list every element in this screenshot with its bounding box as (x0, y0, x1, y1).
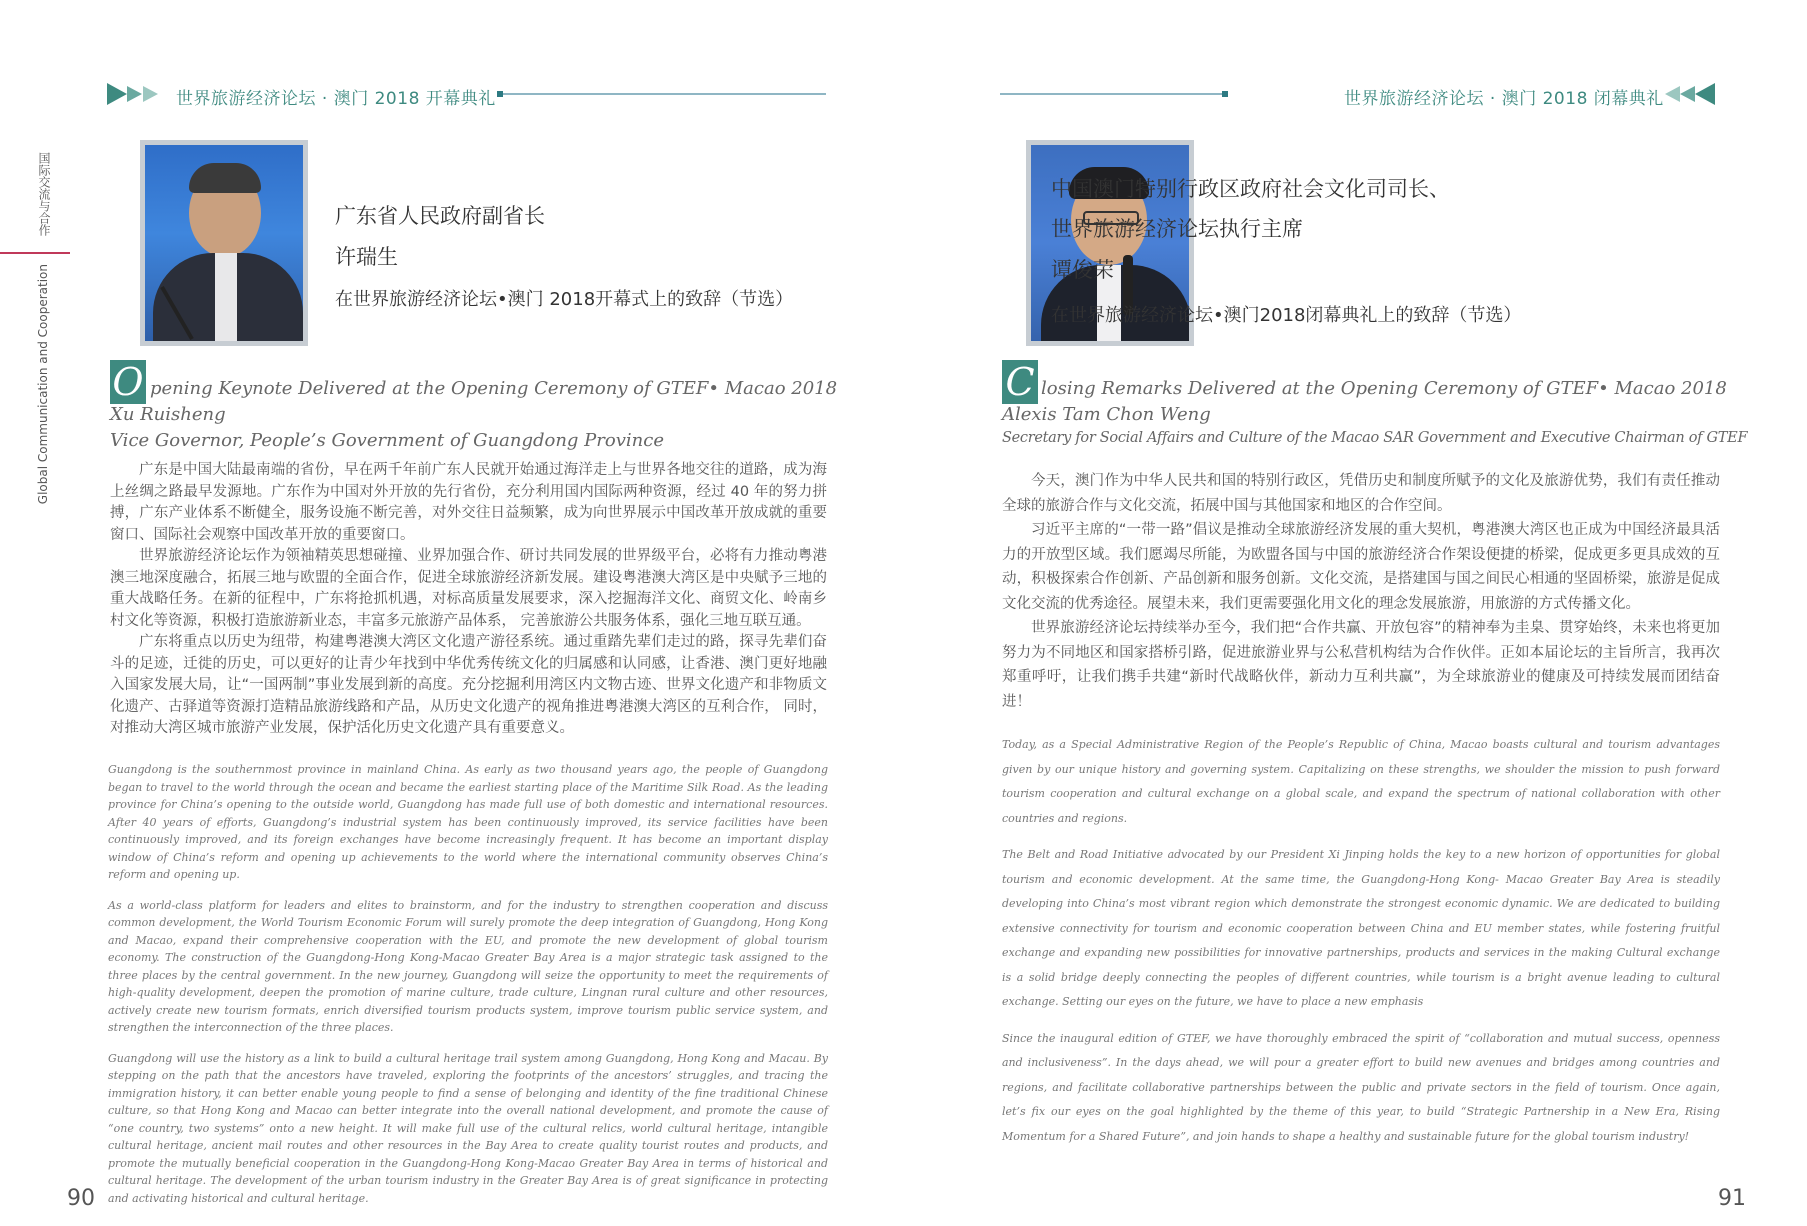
left-header-rule (503, 93, 826, 95)
left-speech-title: 在世界旅游经济论坛•澳门 2018开幕式上的致辞（节选） (335, 289, 794, 310)
right-en-body (1002, 733, 1720, 1162)
right-zh-body (1002, 469, 1720, 714)
right-page (903, 0, 1807, 1226)
right-dropcap: C (1002, 360, 1038, 404)
right-speech-title: 在世界旅游经济论坛•澳门2018闭幕典礼上的致辞（节选） (1051, 305, 1522, 326)
right-speaker-role-1: 中国澳门特别行政区政府社会文化司司长、 (1051, 177, 1450, 201)
right-en-role: Secretary for Social Affairs and Culture of the Macao SAR Government and Executive Chairman of GTEF (1002, 430, 1748, 446)
right-header-dot (1222, 91, 1228, 97)
left-en-name: Xu Ruisheng (110, 404, 226, 425)
left-en-paragraph: Guangdong will use the history as a link to build a cultural heritage trail system among Guangdong, Hong Kong and Macau. By stepping on the path that the ancestors have traveled, exploring the footprints of the ancestors’ struggles, and tracing the immigration history, it can better enable young people to find a sense of belonging and identity of the fine traditional Chinese culture, so that Hong Kong and Macao can better integrate into the overall national development, and promote the cause of “one country, two systems” onto a new height. It will make full use of the cultural relics, world cultural heritage, intangible cultural heritage, ancient mail routes and other resources in the Bay Area to create quality tourist routes and products, and promote the mutually beneficial cooperation in the Guangdong-Hong Kong-Macao Greater Bay Area in terms of historical and cultural heritage. The development of the urban tourism industry in the Greater Bay Area is of great significance in protecting and activating historical and cultural heritage. (108, 1051, 828, 1205)
left-page-number: 90 (67, 1186, 95, 1211)
right-header-title: 世界旅游经济论坛 · 澳门 2018 闭幕典礼 (1344, 89, 1664, 109)
right-en-paragraph: Since the inaugural edition of GTEF, we have thoroughly embraced the spirit of “collaboration and mutual success, openness and inclusiveness”. In the days ahead, we will pour a greater effort to build new avenues and bridges among countries and regions, and facilitate collaborative partnerships between the public and private sectors in the field of tourism. Once again, let’s fix our eyes on the goal highlighted by the theme of this year, to build “Strategic Partnership in a New Era, Rising Momentum for a Shared Future”, and join hands to shape a healthy and sustainable future for the global tourism industry! (1002, 1031, 1720, 1143)
left-header-arrows-icon (107, 83, 165, 105)
left-zh-paragraph: 广东是中国大陆最南端的省份，早在两千年前广东人民就开始通过海洋走上与世界各地交往的道路，成为海上丝绸之路最早发源地。广东作为中国对外开放的先行省份，充分利用国内国际两种资源，经过 40 年的努力拼搏，广东产业体系不断健全，服务设施不断完善，对外交往日益频繁，成为向世界展示中国改革开放成就的重要窗口、国际社会观察中国改革开放的重要窗口。 (110, 462, 827, 543)
left-en-role: Vice Governor, People’s Government of Guangdong Province (110, 430, 664, 451)
left-en-title: pening Keynote Delivered at the Opening Ceremony of GTEF• Macao 2018 (150, 378, 838, 399)
side-tab-en: Global Communication and Cooperation (36, 264, 50, 505)
right-header-rule (1000, 93, 1222, 95)
left-zh-paragraph: 世界旅游经济论坛作为领袖精英思想碰撞、业界加强合作、研讨共同发展的世界级平台，必将有力推动粤港澳三地深度融合，拓展三地与欧盟的全面合作，促进全球旅游经济新发展。建设粤港澳大湾区是中央赋予三地的重大战略任务。在新的征程中，广东将抢抓机遇，对标高质量发展要求，深入挖掘海洋文化、商贸文化、岭南乡村文化等资源，积极打造旅游新业态，丰富多元旅游产品体系， 完善旅游公共服务体系，强化三地互联互通。 (110, 548, 827, 629)
right-header-arrows-icon (1661, 83, 1719, 105)
right-en-title: losing Remarks Delivered at the Opening Ceremony of GTEF• Macao 2018 (1041, 378, 1727, 399)
right-speaker-role-2: 世界旅游经济论坛执行主席 (1051, 217, 1303, 241)
side-tab-zh: 国际交流与合作 (37, 152, 51, 236)
left-speaker-role: 广东省人民政府副省长 (335, 204, 545, 228)
right-en-paragraph: The Belt and Road Initiative advocated by our President Xi Jinping holds the key to a new horizon of opportunities for global tourism and economic development. At the same time, the Guangdong-Hong Kong- Macao Greater Bay Area is steadily developing into China’s most vibrant region which demonstrate the strongest economic dynamic. We are dedicated to building extensive connectivity for tourism and economic cooperation between China and EU member states, while fostering fruitful exchange and expanding new possibilities for innovative partnerships, products and services in the making Cultural exchange is a solid bridge deeply connecting the peoples of different countries, while tourism is a bright avenue leading to cultural exchange. Setting our eyes on the future, we have to place a new emphasis (1002, 848, 1720, 1008)
left-en-paragraph: Guangdong is the southernmost province in mainland China. As early as two thousand years ago, the people of Guangdong began to travel to the world through the ocean and became the earliest starting place of the Maritime Silk Road. As the leading province for China’s opening to the outside world, Guangdong has made full use of both domestic and international resources. After 40 years of efforts, Guangdong’s industrial system has been continuously improved, its service facilities have been continuously improved, and its foreign exchanges have become increasingly frequent. It has become an important display window of China’s reform and opening up achievements to the world where the international community observes China’s reform and opening up. (108, 763, 828, 881)
right-en-paragraph: Today, as a Special Administrative Region of the People’s Republic of China, Macao boasts cultural and tourism advantages given by our unique history and governing system. Capitalizing on these strengths, we shoulder the mission to push forward tourism cooperation and cultural exchange on a global scale, and expand the spectrum of national collaboration with other countries and regions. (1002, 738, 1720, 825)
right-zh-paragraph: 世界旅游经济论坛持续举办至今，我们把“合作共赢、开放包容”的精神奉为圭臬、贯穿始终，未来也将更加努力为不同地区和国家搭桥引路，促进旅游业界与公私营机构结为合作伙伴。正如本届论坛的主旨所言，我再次郑重呼吁，让我们携手共建“新时代战略伙伴，新动力互利共赢”，为全球旅游业的健康及可持续发展而团结奋进！ (1002, 620, 1720, 710)
left-zh-body (110, 460, 827, 740)
left-header-title: 世界旅游经济论坛 · 澳门 2018 开幕典礼 (176, 89, 496, 109)
right-page-number: 91 (1718, 1186, 1746, 1211)
left-speaker-name: 许瑞生 (335, 245, 398, 269)
right-speaker-name: 谭俊荣 (1051, 258, 1114, 282)
left-zh-paragraph: 广东将重点以历史为纽带，构建粤港澳大湾区文化遗产游径系统。通过重踏先辈们走过的路，探寻先辈们奋斗的足迹，迁徙的历史，可以更好的让青少年找到中华优秀传统文化的归属感和认同感，让香港、澳门更好地融入国家发展大局，让“一国两制”事业发展到新的高度。充分挖掘利用湾区内文物古迹、世界文化遗产和非物质文化遗产、古驿道等资源打造精品旅游线路和产品，从历史文化遗产的视角推进粤港澳大湾区的互利合作， 同时，对推动大湾区城市旅游产业发展，保护活化历史文化遗产具有重要意义。 (110, 634, 827, 736)
left-en-body (108, 761, 828, 1220)
right-en-name: Alexis Tam Chon Weng (1002, 404, 1211, 425)
right-zh-paragraph: 今天，澳门作为中华人民共和国的特别行政区，凭借历史和制度所赋予的文化及旅游优势，我们有责任推动全球的旅游合作与文化交流，拓展中国与其他国家和地区的合作空间。 (1002, 473, 1720, 514)
left-speaker-photo (140, 140, 308, 346)
left-page (0, 0, 903, 1226)
right-zh-paragraph: 习近平主席的“一带一路”倡议是推动全球旅游经济发展的重大契机，粤港澳大湾区也正成为中国经济最具活力的开放型区域。我们愿竭尽所能，为欧盟各国与中国的旅游经济合作架设便捷的桥梁，促成更多更具成效的互动，积极探索合作创新、产品创新和服务创新。文化交流，是搭建国与国之间民心相通的坚固桥梁，旅游是促成文化交流的优秀途径。展望未来，我们更需要强化用文化的理念发展旅游，用旅游的方式传播文化。 (1002, 522, 1720, 612)
left-dropcap: O (110, 360, 146, 404)
left-en-paragraph: As a world-class platform for leaders and elites to brainstorm, and for the industry to strengthen cooperation and discuss common development, the World Tourism Economic Forum will surely promote the deep integration of Guangdong, Hong Kong and Macao, expand their comprehensive cooperation with the EU, and promote the new development of global tourism economy. The construction of the Guangdong-Hong Kong-Macao Greater Bay Area is a major strategic task assigned to the three places by the central government. In the new journey, Guangdong will seize the opportunity to meet the requirements of high-quality development, deepen the promotion of marine culture, trade culture, Lingnan rural culture and other resources, actively create new tourism formats, enrich diversified tourism products system, improve tourism public service system, and strengthen the interconnection of the three places. (108, 898, 828, 1034)
